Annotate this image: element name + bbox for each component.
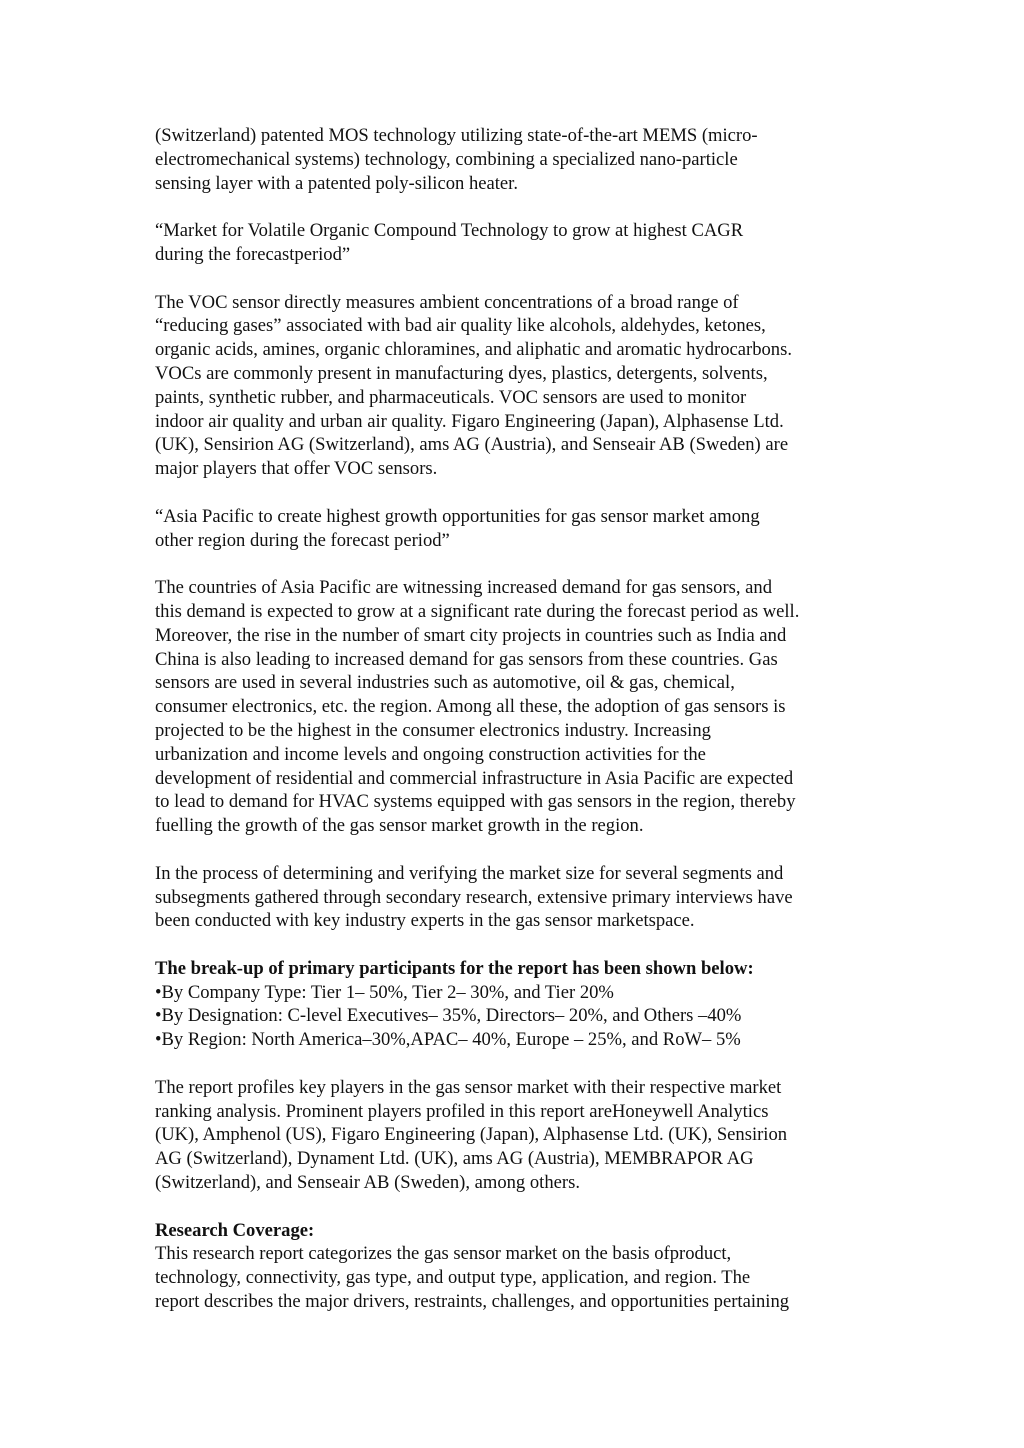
text-line: ranking analysis. Prominent players profiled in this report areHoneywell Analytics (155, 1100, 769, 1122)
document-page (155, 124, 875, 1338)
text-line: technology, connectivity, gas type, and output type, application, and region. The (155, 1267, 751, 1289)
breakup-item-designation: •By Designation: C-level Executives– 35%, Directors– 20%, and Others –40% (155, 1005, 742, 1027)
paragraph-asia-pacific (155, 576, 875, 838)
text-line: indoor air quality and urban air quality. Figaro Engineering (Japan), Alphasense Ltd. (155, 410, 784, 432)
text-line: AG (Switzerland), Dynament Ltd. (UK), ams AG (Austria), MEMBRAPOR AG (155, 1148, 754, 1170)
text-line: to lead to demand for HVAC systems equipped with gas sensors in the region, thereby (155, 791, 796, 813)
text-line: electromechanical systems) technology, combining a specialized nano-particle (155, 148, 738, 170)
paragraph-market-size-method (155, 862, 875, 933)
paragraph-voc-sensor (155, 291, 875, 481)
text-line: this demand is expected to grow at a significant rate during the forecast period as well. (155, 600, 800, 622)
research-coverage-section (155, 1219, 875, 1314)
text-line: The VOC sensor directly measures ambient concentrations of a broad range of (155, 291, 739, 313)
text-line: urbanization and income levels and ongoing construction activities for the (155, 743, 706, 765)
text-line: China is also leading to increased demand for gas sensors from these countries. Gas (155, 648, 778, 670)
paragraph-voc-heading-quote (155, 219, 875, 267)
text-line: consumer electronics, etc. the region. Among all these, the adoption of gas sensors is (155, 696, 786, 718)
text-line: The report profiles key players in the gas sensor market with their respective market (155, 1076, 782, 1098)
text-line: (UK), Sensirion AG (Switzerland), ams AG (Austria), and Senseair AB (Sweden) are (155, 434, 789, 456)
text-line: VOCs are commonly present in manufacturing dyes, plastics, detergents, solvents, (155, 362, 768, 384)
text-line: (UK), Amphenol (US), Figaro Engineering (Japan), Alphasense Ltd. (UK), Sensirion (155, 1124, 788, 1146)
text-line: sensing layer with a patented poly-silicon heater. (155, 172, 518, 194)
text-line: subsegments gathered through secondary research, extensive primary interviews have (155, 886, 793, 908)
breakup-item-company-type: •By Company Type: Tier 1– 50%, Tier 2– 30%, and Tier 20% (155, 981, 614, 1003)
paragraph-mos-technology (155, 124, 875, 195)
research-coverage-heading: Research Coverage: (155, 1219, 315, 1241)
breakup-item-region: •By Region: North America–30%,APAC– 40%, Europe – 25%, and RoW– 5% (155, 1029, 741, 1051)
text-line: fuelling the growth of the gas sensor market growth in the region. (155, 815, 644, 837)
text-line: Moreover, the rise in the number of smart city projects in countries such as India and (155, 624, 787, 646)
text-line: organic acids, amines, organic chloramines, and aliphatic and aromatic hydrocarbons. (155, 339, 792, 361)
text-line: projected to be the highest in the consumer electronics industry. Increasing (155, 719, 711, 741)
text-line: In the process of determining and verifying the market size for several segments and (155, 862, 784, 884)
paragraph-key-players (155, 1076, 875, 1195)
text-line: major players that offer VOC sensors. (155, 458, 438, 480)
text-line: “reducing gases” associated with bad air quality like alcohols, aldehydes, ketones, (155, 315, 766, 337)
text-line: paints, synthetic rubber, and pharmaceuticals. VOC sensors are used to monitor (155, 386, 747, 408)
text-line: sensors are used in several industries such as automotive, oil & gas, chemical, (155, 672, 735, 694)
breakup-section (155, 957, 875, 1052)
text-line: “Asia Pacific to create highest growth opportunities for gas sensor market among (155, 505, 760, 527)
text-line: (Switzerland), and Senseair AB (Sweden), among others. (155, 1172, 580, 1194)
text-line: The countries of Asia Pacific are witnessing increased demand for gas sensors, and (155, 577, 773, 599)
text-line: development of residential and commercial infrastructure in Asia Pacific are expected (155, 767, 794, 789)
text-line: been conducted with key industry experts in the gas sensor marketspace. (155, 910, 695, 932)
paragraph-asia-pacific-quote (155, 505, 875, 553)
text-line: other region during the forecast period” (155, 529, 450, 551)
text-line: during the forecastperiod” (155, 243, 351, 265)
text-line: (Switzerland) patented MOS technology utilizing state-of-the-art MEMS (micro- (155, 125, 758, 146)
text-line: This research report categorizes the gas sensor market on the basis ofproduct, (155, 1243, 732, 1265)
breakup-heading: The break-up of primary participants for the report has been shown below: (155, 957, 754, 979)
text-line: “Market for Volatile Organic Compound Technology to grow at highest CAGR (155, 220, 744, 242)
text-line: report describes the major drivers, restraints, challenges, and opportunities pertaining (155, 1291, 790, 1313)
